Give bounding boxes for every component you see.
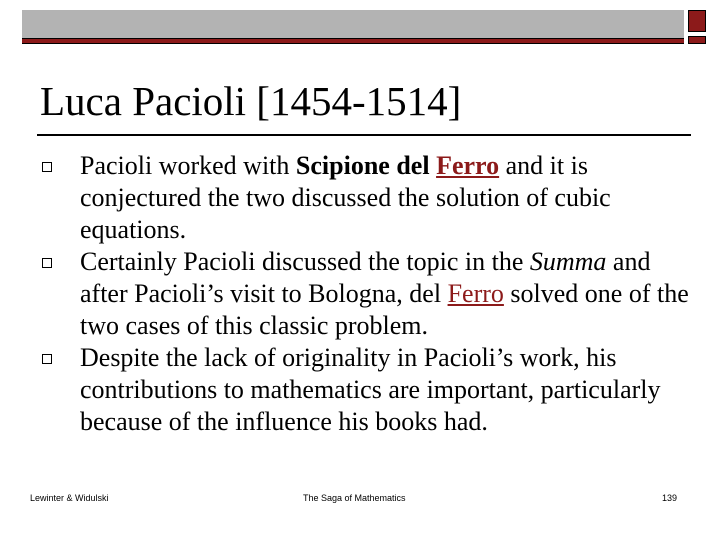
bullet-1-bold-name: Scipione del [295, 151, 437, 180]
bullet-list [80, 150, 700, 438]
slide-title: Luca Pacioli [1454-1514] [40, 78, 462, 124]
hollow-square-bullet-icon [42, 162, 52, 172]
footer-page-number: 139 [662, 493, 678, 503]
bullet-item-3 [80, 342, 700, 438]
ferro-link-1[interactable]: Ferro [436, 151, 500, 180]
hollow-square-bullet-icon [42, 258, 52, 268]
ferro-link-2[interactable]: Ferro [447, 279, 504, 308]
bullet-item-2 [80, 246, 700, 342]
decorative-top-bar [22, 10, 706, 42]
bullet-1-text-b: and it is conjectured the two discussed the solution of cubic equations. [80, 151, 611, 244]
footer-book-title: The Saga of Mathematics [303, 493, 406, 503]
bullet-2-text-b: and after Pacioli’s visit to Bologna, del [80, 247, 651, 308]
top-bar-corner-block-small [688, 36, 706, 44]
top-bar-red-stripe [22, 38, 684, 44]
bullet-2-text-a: Certainly Pacioli discussed the topic in the [80, 247, 530, 276]
bullet-3-text: Despite the lack of originality in Pacioli’s work, his contributions to mathematics are important, particularly because of the influence his books had. [80, 343, 661, 436]
title-underline-rule [37, 134, 691, 136]
footer-authors: Lewinter & Widulski [30, 493, 109, 503]
bullet-2-text-c: solved one of the two cases of this classic problem. [80, 279, 689, 340]
top-bar-corner-block [688, 10, 706, 32]
bullet-2-italic-summa: Summa [529, 247, 607, 276]
hollow-square-bullet-icon [42, 354, 52, 364]
top-bar-gray-band [22, 10, 684, 38]
bullet-item-1 [80, 150, 700, 246]
bullet-1-text-a: Pacioli worked with [80, 151, 296, 180]
